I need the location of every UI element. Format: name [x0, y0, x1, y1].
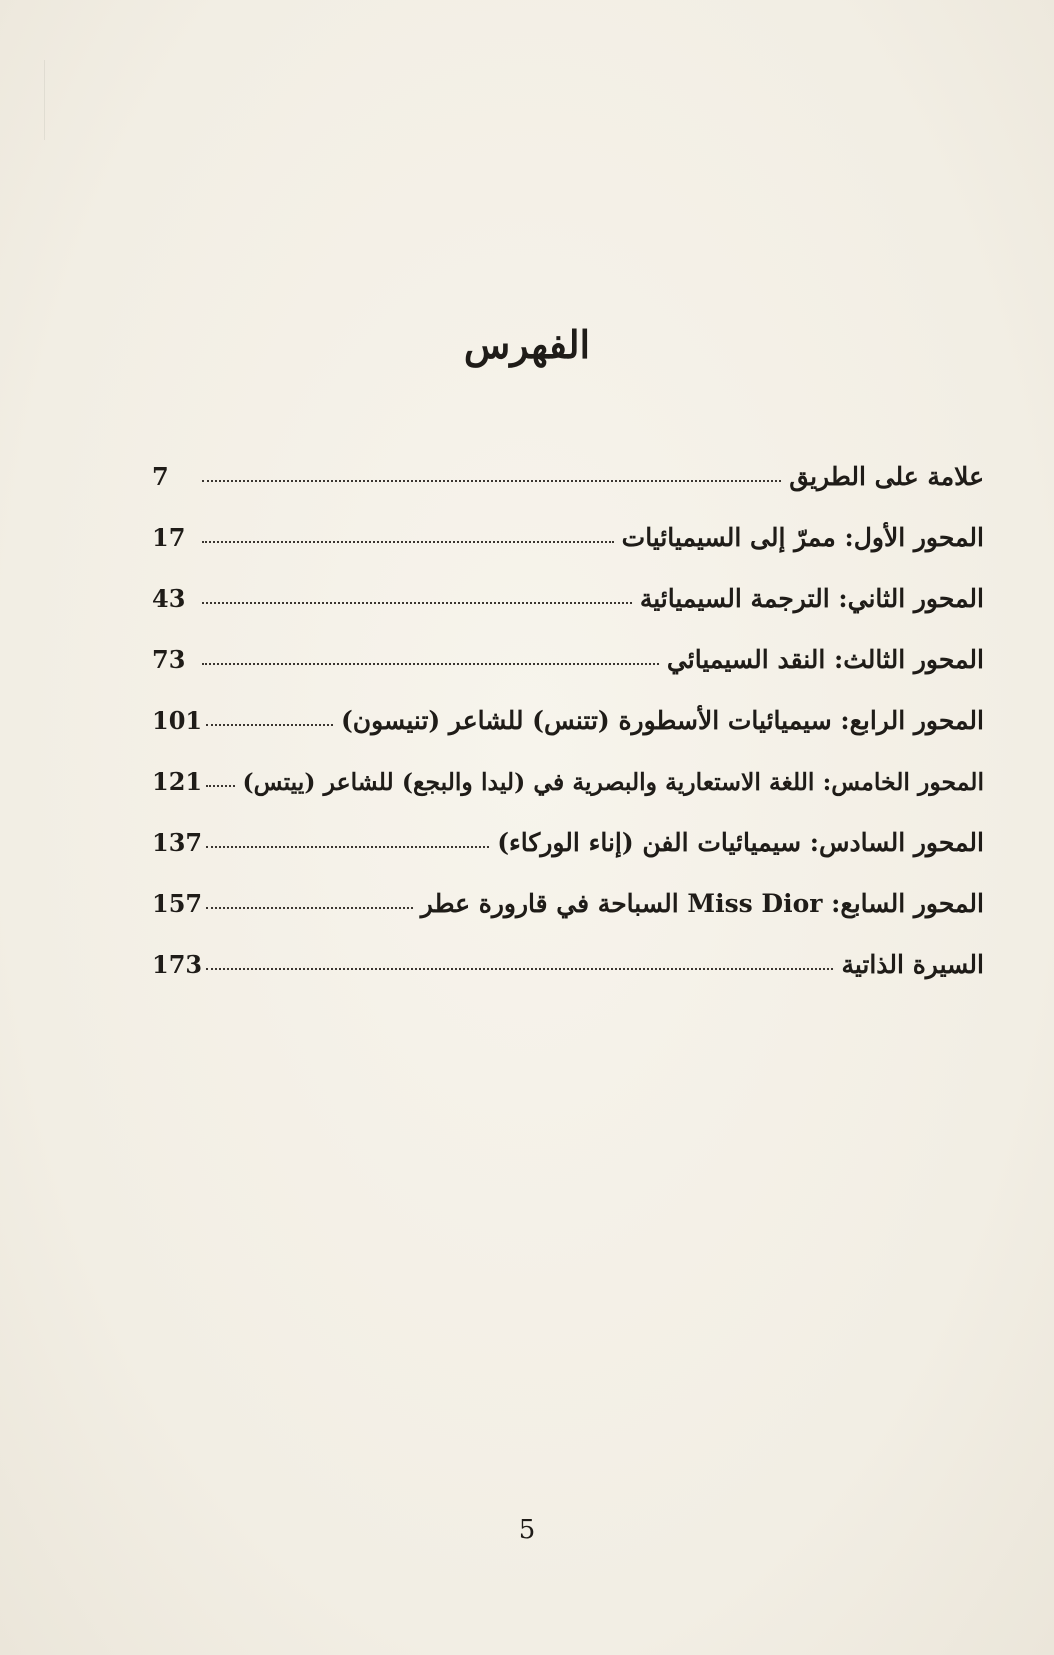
toc-entry — [152, 857, 984, 918]
toc-entry-title: المحور الثاني: الترجمة السيميائية — [639, 584, 984, 613]
toc-entry-title: المحور الثالث: النقد السيميائي — [666, 645, 984, 674]
toc-entry — [152, 674, 984, 735]
toc-entry-title-english: Miss Dior — [687, 889, 823, 918]
toc-entry — [152, 430, 984, 491]
dot-leader — [202, 663, 659, 665]
toc-entry — [152, 491, 984, 552]
toc-entry-title-prefix: المحور السابع: — [831, 889, 984, 918]
toc-entry — [152, 735, 984, 796]
toc-entry-page: 73 — [152, 645, 186, 674]
toc-entry-title-suffix: السباحة في قارورة عطر — [420, 889, 679, 918]
toc-entry-page: 121 — [152, 767, 203, 796]
dot-leader — [206, 785, 234, 787]
toc-entry — [152, 918, 984, 979]
table-of-contents — [152, 430, 984, 979]
toc-entry-page: 17 — [152, 523, 186, 552]
toc-entry-page: 101 — [152, 706, 203, 735]
toc-entry-title — [421, 889, 984, 918]
toc-entry-page: 7 — [152, 462, 169, 491]
dot-leader — [202, 602, 632, 604]
page-title: الفهرس — [463, 322, 591, 367]
dot-leader — [206, 846, 489, 848]
dot-leader — [202, 541, 614, 543]
toc-entry-title: المحور السادس: سيميائيات الفن (إناء الوركاء) — [497, 828, 984, 857]
dot-leader — [206, 907, 413, 909]
toc-entry-title: علامة على الطريق — [789, 462, 984, 491]
toc-entry — [152, 796, 984, 857]
dot-leader — [206, 724, 333, 726]
page-number: 5 — [518, 1515, 536, 1545]
toc-entry-title: المحور الخامس: اللغة الاستعارية والبصرية في (ليدا والبجع) للشاعر (ييتس) — [242, 768, 984, 796]
toc-entry-page: 43 — [152, 584, 186, 613]
toc-entry-page: 173 — [152, 950, 203, 979]
dot-leader — [202, 480, 781, 482]
toc-entry — [152, 613, 984, 674]
toc-entry-title: المحور الأول: ممرّ إلى السيميائيات — [621, 523, 984, 552]
toc-entry — [152, 552, 984, 613]
paper-crease — [44, 60, 45, 140]
toc-entry-page: 157 — [152, 889, 203, 918]
toc-entry-title: السيرة الذاتية — [841, 950, 984, 979]
toc-entry-title: المحور الرابع: سيميائيات الأسطورة (تتنس) للشاعر (تنيسون) — [340, 706, 984, 735]
dot-leader — [206, 968, 833, 970]
toc-entry-page: 137 — [152, 828, 203, 857]
